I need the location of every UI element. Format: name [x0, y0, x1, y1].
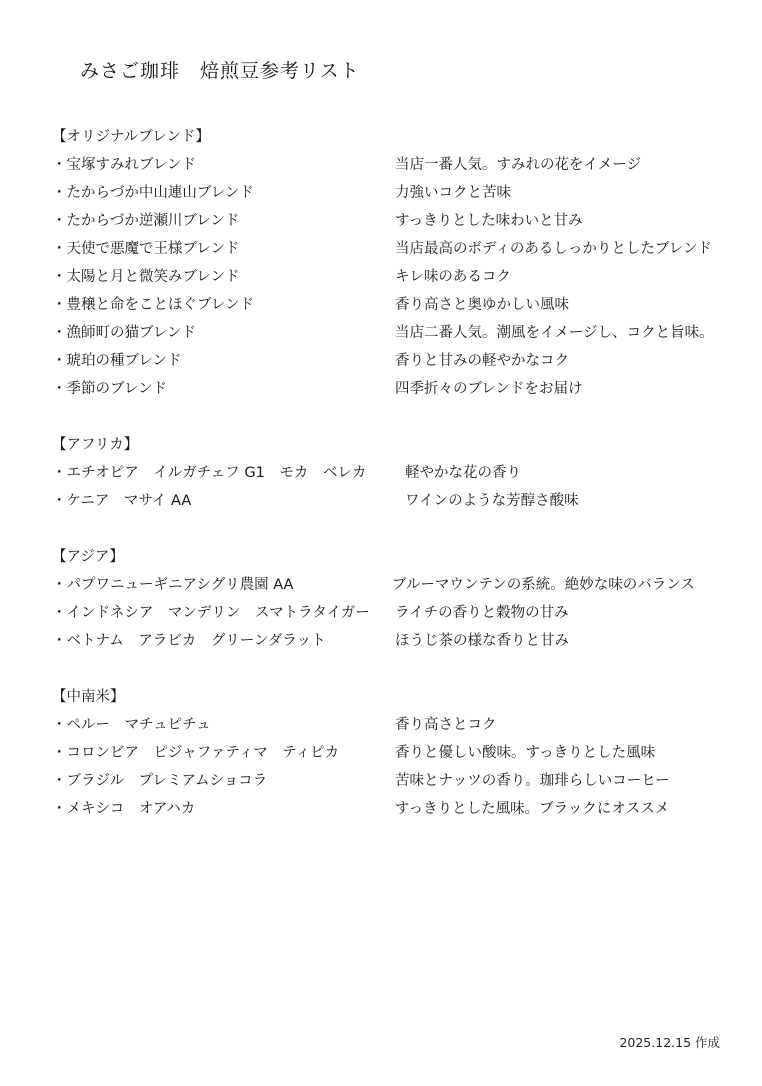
item-description: すっきりとした風味。ブラックにオススメ — [395, 801, 670, 817]
list-item — [52, 767, 752, 795]
item-name: ・エチオピア イルガチェフ G1 モカ ベレカ — [52, 465, 367, 481]
list-item — [52, 459, 752, 487]
item-description: 香りと甘みの軽やかなコク — [395, 353, 569, 369]
list-item — [52, 599, 752, 627]
item-description: 四季折々のブレンドをお届け — [395, 381, 583, 397]
item-name: ・たからづか逆瀬川ブレンド — [52, 213, 240, 229]
list-item — [52, 207, 752, 235]
item-description: 苦味とナッツの香り。珈琲らしいコーヒー — [395, 773, 670, 789]
list-item — [52, 375, 752, 403]
item-description: 香りと優しい酸味。すっきりとした風味 — [395, 745, 656, 761]
list-item — [52, 151, 752, 179]
item-description: 当店最高のボディのあるしっかりとしたブレンド — [395, 241, 712, 257]
list-item — [52, 487, 752, 515]
item-name: ・ペルー マチュピチュ — [52, 717, 211, 733]
section-heading: 【アジア】 — [52, 549, 124, 565]
item-description: ブルーマウンテンの系統。絶妙な味のバランス — [392, 577, 695, 593]
item-description: 当店一番人気。すみれの花をイメージ — [395, 157, 642, 173]
item-name: ・メキシコ オアハカ — [52, 801, 196, 817]
item-description: 香り高さとコク — [395, 717, 497, 733]
list-item — [52, 795, 752, 823]
list-item — [52, 627, 752, 655]
section-latin-america — [52, 683, 752, 823]
item-name: ・季節のブレンド — [52, 381, 168, 397]
item-description: 香り高さと奥ゆかしい風味 — [395, 297, 569, 313]
item-name: ・コロンビア ピジャファティマ ティピカ — [52, 745, 340, 761]
item-name: ・ベトナム アラビカ グリーンダラット — [52, 633, 326, 649]
creation-date: 2025.12.15 作成 — [619, 1035, 720, 1050]
item-name: ・インドネシア マンデリン スマトラタイガー — [52, 605, 370, 621]
list-item — [52, 739, 752, 767]
page-title: みさご珈琲 焙煎豆参考リスト — [80, 60, 360, 82]
section-heading: 【中南米】 — [52, 689, 125, 705]
item-name: ・ブラジル プレミアムショコラ — [52, 773, 268, 789]
section-heading: 【オリジナルブレンド】 — [52, 129, 210, 145]
item-name: ・パプワニューギニアシグリ農園 AA — [52, 577, 294, 593]
item-name: ・たからづか中山連山ブレンド — [52, 185, 254, 201]
item-name: ・ケニア マサイ AA — [52, 493, 192, 509]
section-heading: 【アフリカ】 — [52, 437, 139, 453]
item-description: 軽やかな花の香り — [405, 465, 521, 481]
list-item — [52, 263, 752, 291]
item-name: ・太陽と月と微笑みブレンド — [52, 269, 240, 285]
item-description: 当店二番人気。潮風をイメージし、コクと旨味。 — [395, 325, 714, 341]
item-description: すっきりとした味わいと甘み — [395, 213, 583, 229]
list-item — [52, 235, 752, 263]
item-name: ・琥珀の種ブレンド — [52, 353, 182, 369]
item-description: 力強いコクと苦味 — [395, 185, 511, 201]
list-item — [52, 179, 752, 207]
list-item — [52, 571, 752, 599]
item-description: キレ味のあるコク — [395, 269, 511, 285]
item-description: ほうじ茶の様な香りと甘み — [395, 633, 569, 649]
list-item — [52, 319, 752, 347]
section-africa — [52, 431, 752, 515]
item-name: ・天使で悪魔で王様ブレンド — [52, 241, 240, 257]
list-item — [52, 291, 752, 319]
item-description: ワインのような芳醇さ酸味 — [405, 493, 579, 509]
item-name: ・豊穣と命をことほぐブレンド — [52, 297, 255, 313]
item-name: ・宝塚すみれブレンド — [52, 157, 197, 173]
list-item — [52, 711, 752, 739]
section-asia — [52, 543, 752, 655]
list-item — [52, 347, 752, 375]
item-description: ライチの香りと穀物の甘み — [395, 605, 569, 621]
section-original-blend — [52, 123, 752, 403]
item-name: ・漁師町の猫ブレンド — [52, 325, 197, 341]
